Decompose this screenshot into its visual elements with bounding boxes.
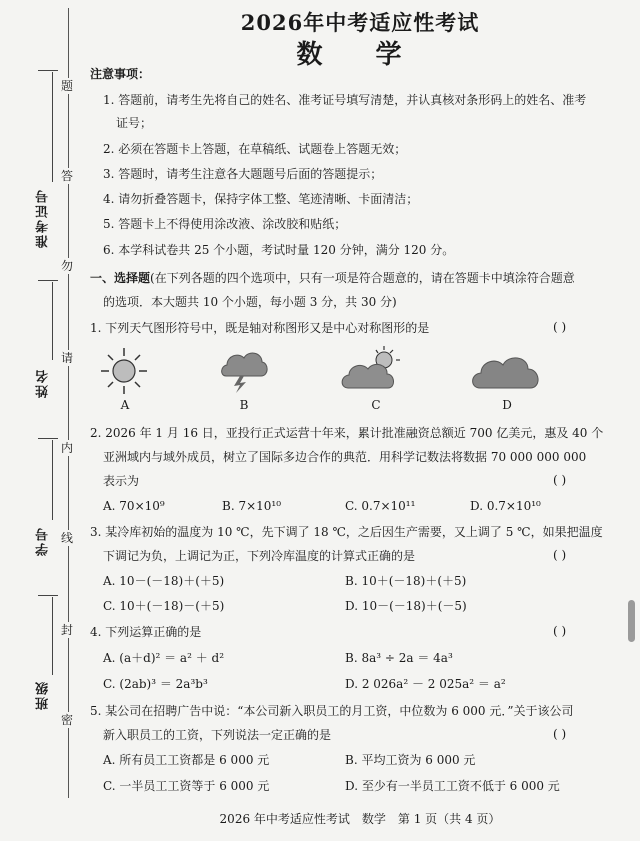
note-item: 5. 答题卡上不得使用涂改液、涂改胶和贴纸；: [103, 217, 347, 231]
note-item: 证号；: [116, 116, 153, 130]
cloud-icon: [470, 348, 544, 394]
answer-blank: ( ): [553, 624, 567, 638]
field-line: [52, 597, 53, 675]
field-line: [52, 282, 53, 360]
sun-icon: [99, 346, 149, 396]
subject-title: 数 学: [296, 40, 424, 70]
note-item: 4. 请勿折叠答题卡，保持字体工整、笔迹清晰、卡面清洁；: [103, 192, 419, 206]
answer-blank: ( ): [553, 727, 567, 741]
question-3-line: 下调记为负，上调记为正，下列冷库温度的计算式正确的是: [103, 549, 416, 563]
question-2-line: 亚洲域内与域外成员，树立了国际多边合作的典范．用科学记数法将数据 70 000 000 000: [103, 450, 587, 464]
exam-number-label: 准考证号: [36, 188, 51, 248]
seal-char: 答: [61, 169, 74, 183]
seal-line: [68, 8, 69, 798]
notes-heading: 注意事项：: [90, 67, 151, 81]
question-3-option-c: C. 10＋(－18)－(＋5): [103, 599, 225, 613]
question-1-stem: 1. 下列天气图形符号中，既是轴对称图形又是中心对称图形的是: [90, 321, 430, 335]
seal-char: 封: [61, 623, 74, 637]
question-5-option-b: B. 平均工资为 6 000 元: [345, 753, 476, 767]
question-4-option-a: A. (a＋d)² ＝ a² ＋ d²: [103, 651, 225, 665]
question-5-option-c: C. 一半员工工资等于 6 000 元: [103, 779, 270, 793]
question-3-option-b: B. 10＋(－18)＋(＋5): [345, 574, 467, 588]
question-3-option-d: D. 10－(－18)＋(－5): [345, 599, 467, 613]
question-4-option-b: B. 8a³ ÷ 2a ＝ 4a³: [345, 651, 453, 665]
seal-char: 线: [61, 531, 74, 545]
field-divider: [38, 595, 58, 596]
field-divider: [38, 438, 58, 439]
question-2-option-a: A. 70×10⁹: [103, 499, 165, 513]
question-2-line: 2. 2026 年 1 月 16 日，亚投行正式运营十年来，累计批准融资总额近 700 亿美元，惠及 40 个: [90, 426, 604, 440]
question-2-option-d: D. 0.7×10¹⁰: [470, 499, 541, 513]
question-2-option-c: C. 0.7×10¹¹: [345, 499, 416, 513]
question-5-line: 5. 某公司在招聘广告中说：“本公司新入职员工的月工资，中位数为 6 000 元．”关于该公司: [90, 704, 574, 718]
seal-char: 勿: [61, 259, 74, 273]
field-line: [52, 72, 53, 182]
field-divider: [38, 70, 58, 71]
answer-blank: ( ): [553, 473, 567, 487]
question-4-option-d: D. 2 026a² － 2 025a² ＝ a²: [345, 677, 506, 691]
student-id-label: 学号: [36, 526, 51, 556]
page-footer: 2026 年中考适应性考试 数学 第 1 页（共 4 页）: [219, 812, 501, 826]
section-instructions: (在下列各题的四个选项中，只有一项是符合题意的，请在答题卡中填涂符合题意: [150, 271, 575, 285]
option-label-d: D: [502, 398, 512, 412]
question-5-line: 新入职员工的工资，下列说法一定正确的是: [103, 728, 332, 742]
scrollbar-thumb[interactable]: [628, 600, 635, 642]
note-item: 1. 答题前，请考生先将自己的姓名、准考证号填写清楚，并认真核对条形码上的姓名、准考: [103, 93, 587, 107]
question-3-line: 3. 某冷库初始的温度为 10 ℃，先下调了 18 ℃，之后因生产需要，又上调了 5 ℃，如果把温度: [90, 525, 603, 539]
field-line: [52, 440, 53, 520]
note-item: 3. 答题时，请考生注意各大题题号后面的答题提示；: [103, 167, 383, 181]
option-label-c: C: [371, 398, 381, 412]
answer-blank: ( ): [553, 548, 567, 562]
question-3-option-a: A. 10－(－18)＋(＋5): [103, 574, 225, 588]
binding-margin: [0, 0, 72, 841]
question-5-option-a: A. 所有员工工资都是 6 000 元: [103, 753, 270, 767]
seal-char: 密: [61, 713, 74, 727]
option-label-b: B: [239, 398, 249, 412]
seal-char: 请: [61, 351, 74, 365]
partly-cloudy-icon: [340, 344, 402, 396]
answer-blank: ( ): [553, 320, 567, 334]
option-label-a: A: [120, 398, 130, 412]
question-2-line: 表示为: [103, 474, 140, 488]
seal-char: 题: [61, 79, 74, 93]
section-instructions-line2: 的选项．本大题共 10 个小题，每小题 3 分，共 30 分): [103, 295, 397, 309]
question-4-option-c: C. (2ab)³ ＝ 2a³b³: [103, 677, 208, 691]
question-2-option-b: B. 7×10¹⁰: [222, 499, 282, 513]
exam-title: 2026年中考适应性考试: [240, 10, 480, 35]
field-divider: [38, 280, 58, 281]
thunderstorm-icon: [218, 346, 270, 394]
section-title: 一、选择题: [90, 271, 151, 285]
note-item: 2. 必须在答题卡上答题，在草稿纸、试题卷上答题无效；: [103, 142, 407, 156]
question-4-stem: 4. 下列运算正确的是: [90, 625, 202, 639]
question-5-option-d: D. 至少有一半员工工资不低于 6 000 元: [345, 779, 560, 793]
section-heading: [90, 270, 575, 286]
class-label: 班级: [36, 680, 51, 710]
note-item: 6. 本学科试卷共 25 个小题，考试时量 120 分钟，满分 120 分。: [103, 243, 455, 257]
seal-char: 内: [61, 441, 74, 455]
name-label: 姓名: [36, 368, 51, 398]
